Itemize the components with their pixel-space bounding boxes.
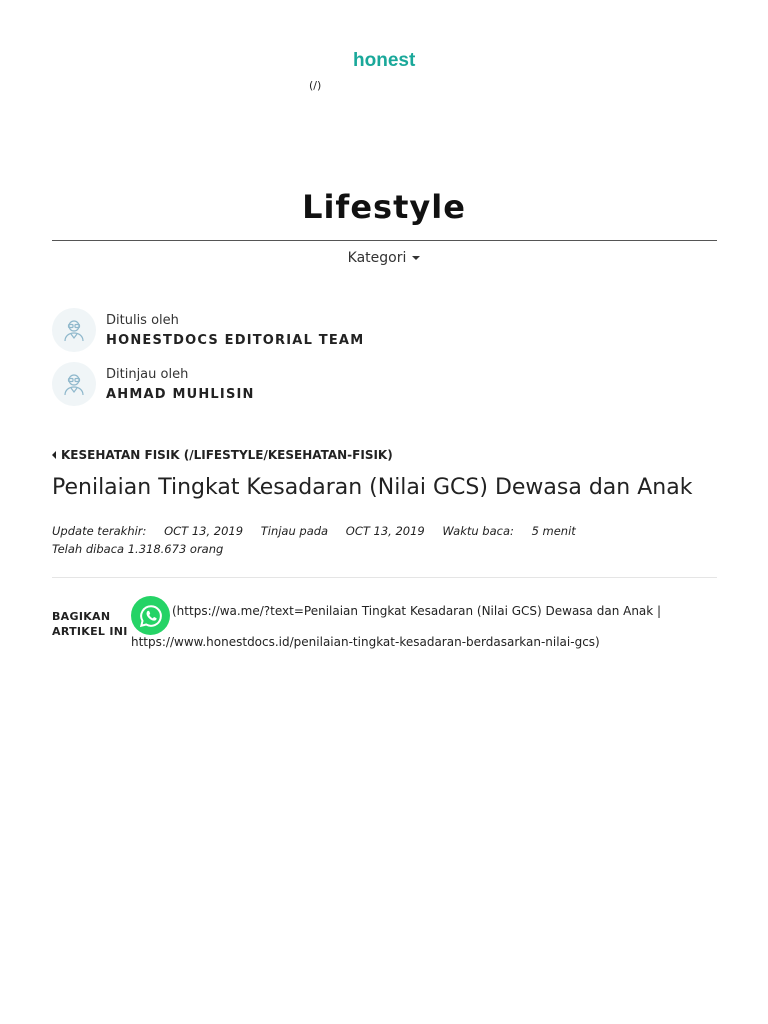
read-time-info: Waktu baca: 5 menit (442, 524, 576, 538)
article-meta (52, 524, 576, 538)
category-dropdown[interactable] (0, 250, 768, 266)
caret-left-icon (52, 451, 56, 459)
update-info: Update terakhir: OCT 13, 2019 (52, 524, 244, 538)
honest-logo[interactable]: honest (353, 50, 416, 71)
author-name[interactable]: HONESTDOCS EDITORIAL TEAM (106, 332, 365, 348)
caret-down-icon (412, 256, 420, 260)
whatsapp-icon[interactable] (131, 596, 170, 635)
review-info (261, 524, 425, 538)
author-reviewer (52, 362, 255, 406)
author-role: Ditulis oleh (106, 312, 179, 328)
whatsapp-share-link-cont[interactable]: https://www.honestdocs.id/penilaian-tingkat-kesadaran-berdasarkan-nilai-gcs) (131, 635, 600, 649)
share-label (52, 609, 128, 639)
review-label: Tinjau pada (260, 524, 329, 538)
read-label: Waktu baca (442, 524, 511, 538)
doctor-avatar-icon (52, 362, 96, 406)
review-date: OCT 13, 2019 (345, 524, 425, 538)
article-title: Penilaian Tingkat Kesadaran (Nilai GCS) Dewasa dan Anak (52, 475, 693, 500)
section-divider (52, 240, 717, 241)
share-label-line1: BAGIKAN (52, 610, 111, 623)
breadcrumb-label: KESEHATAN FISIK (/LIFESTYLE/KESEHATAN-FISIK) (61, 448, 393, 462)
share-label-line2: ARTIKEL INI (52, 625, 128, 638)
author-writer (52, 308, 364, 352)
divider (52, 577, 717, 578)
reviewer-name[interactable]: AHMAD MUHLISIN (106, 386, 255, 402)
section-title: Lifestyle (302, 188, 466, 226)
update-label: Update terakhir (52, 524, 143, 538)
read-value: 5 menit (531, 524, 576, 538)
update-date: OCT 13, 2019 (164, 524, 244, 538)
views-count: Telah dibaca 1.318.673 orang (52, 542, 224, 556)
reviewer-role: Ditinjau oleh (106, 366, 189, 382)
breadcrumb-category-link[interactable] (52, 448, 393, 462)
whatsapp-share-link[interactable]: (https://wa.me/?text=Penilaian Tingkat Kesadaran (Nilai GCS) Dewasa dan Anak | (172, 604, 662, 618)
category-label: Kategori (347, 250, 407, 266)
home-link[interactable]: (/) (309, 79, 322, 92)
doctor-avatar-icon (52, 308, 96, 352)
